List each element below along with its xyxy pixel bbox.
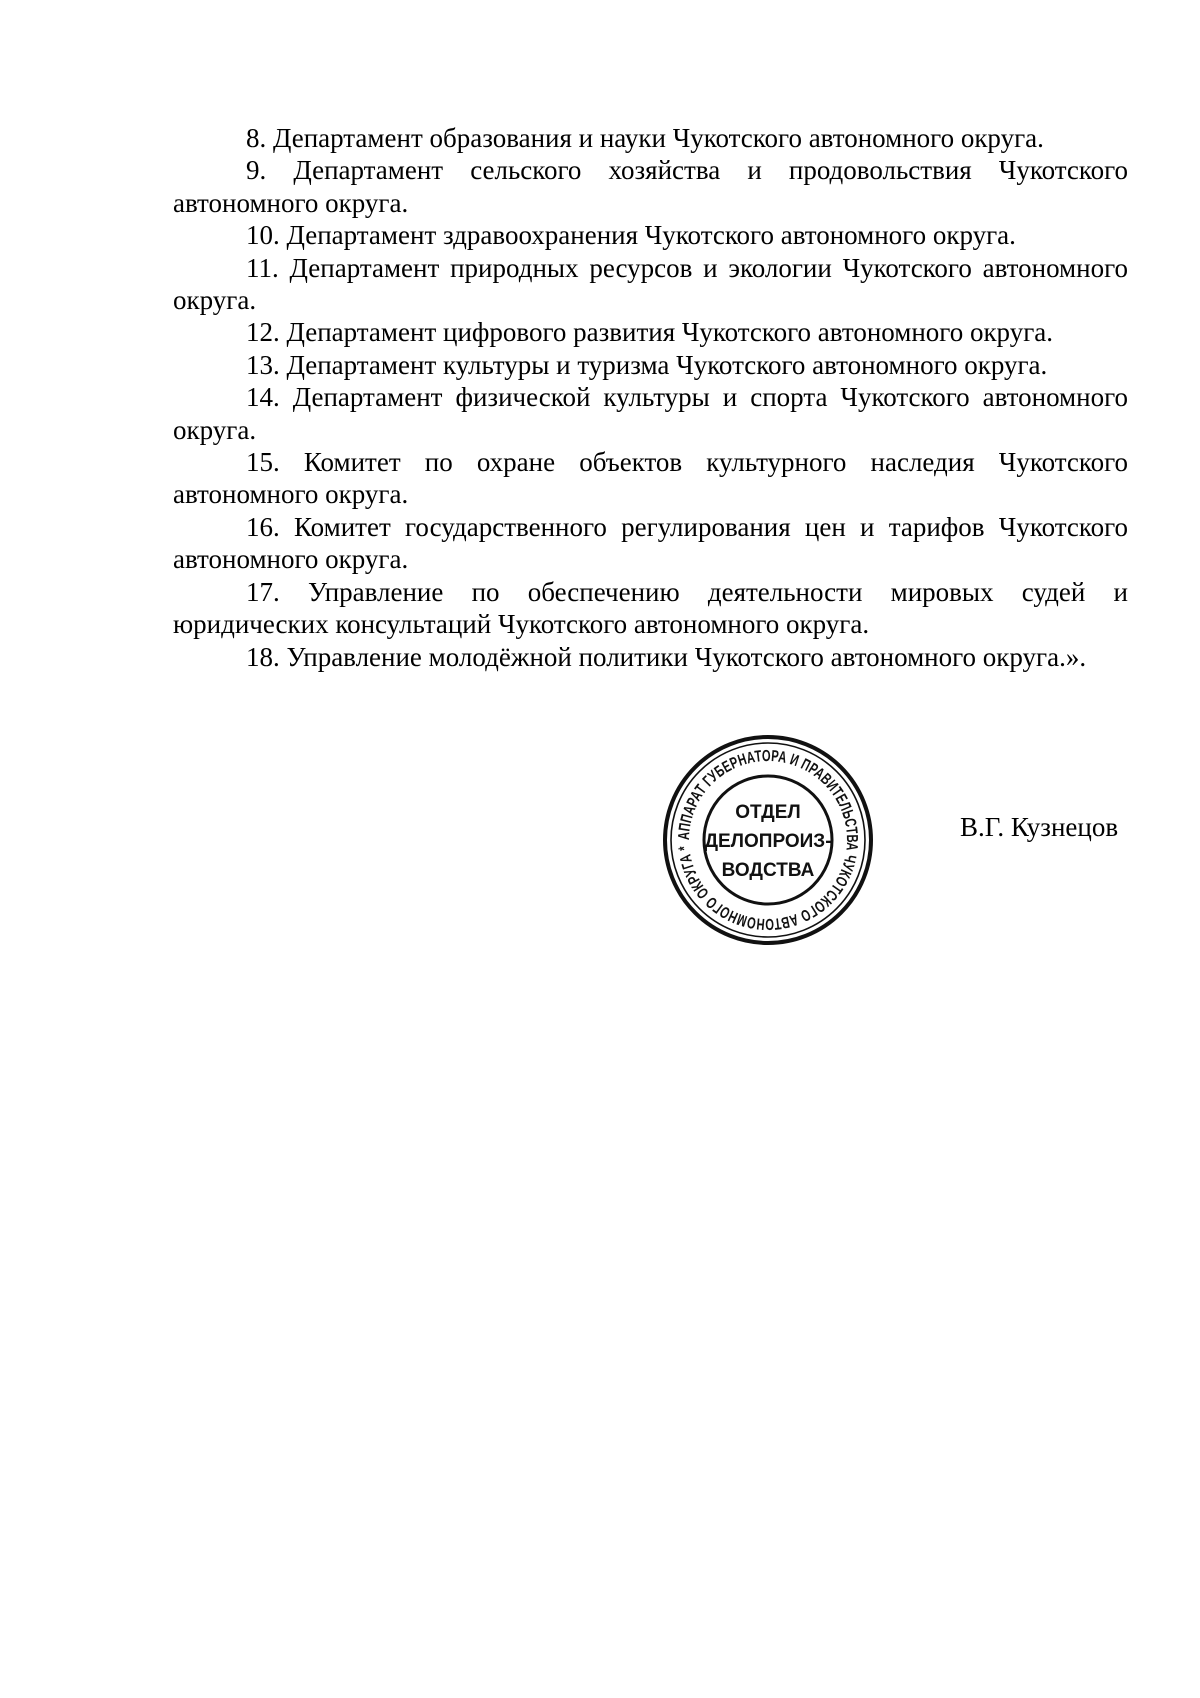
list-item: 9. Департамент сельского хозяйства и продовольствия Чукотского автономного округа.: [173, 155, 1128, 218]
list-item: 12. Департамент цифрового развития Чукотского автономного округа.: [246, 317, 1054, 348]
stamp-center-line-3: ВОДСТВА: [721, 860, 815, 881]
list-item: 11. Департамент природных ресурсов и экологии Чукотского автономного округа.: [173, 252, 1128, 316]
list-item: 16. Комитет государственного регулирования цен и тарифов Чукотского автономного округа.: [173, 511, 1128, 575]
stamp-center-line-2: ДЕЛОПРОИЗ-: [704, 831, 832, 852]
list-item: 15. Комитет по охране объектов культурного наследия Чукотского автономного округа.: [173, 447, 1128, 510]
stamp-ring-textpath: АППАРАТ ГУБЕРНАТОРА И ПРАВИТЕЛЬСТВА ЧУКОТСКОГО АВТОНОМНОГО ОКРУГА *: [675, 747, 861, 933]
stamp-seal-graphic: [652, 724, 884, 956]
official-stamp: [652, 724, 884, 956]
document-body: [173, 122, 1128, 673]
list-item: 8. Департамент образования и науки Чукотского автономного округа.: [246, 123, 1044, 153]
list-item: 13. Департамент культуры и туризма Чукотского автономного округа.: [246, 349, 1048, 380]
list-item: 18. Управление молодёжной политики Чукотского автономного округа.».: [246, 641, 1087, 672]
list-item: 14. Департамент физической культуры и спорта Чукотского автономного округа.: [173, 382, 1128, 445]
stamp-center-line-1: ОТДЕЛ: [735, 802, 801, 823]
list-item: 10. Департамент здравоохранения Чукотского автономного округа.: [246, 220, 1016, 251]
list-item: 17. Управление по обеспечению деятельности мировых судей и юридических консультаций Чукотского автономного округа.: [173, 576, 1128, 640]
signatory-name: В.Г. Кузнецов: [960, 812, 1119, 842]
